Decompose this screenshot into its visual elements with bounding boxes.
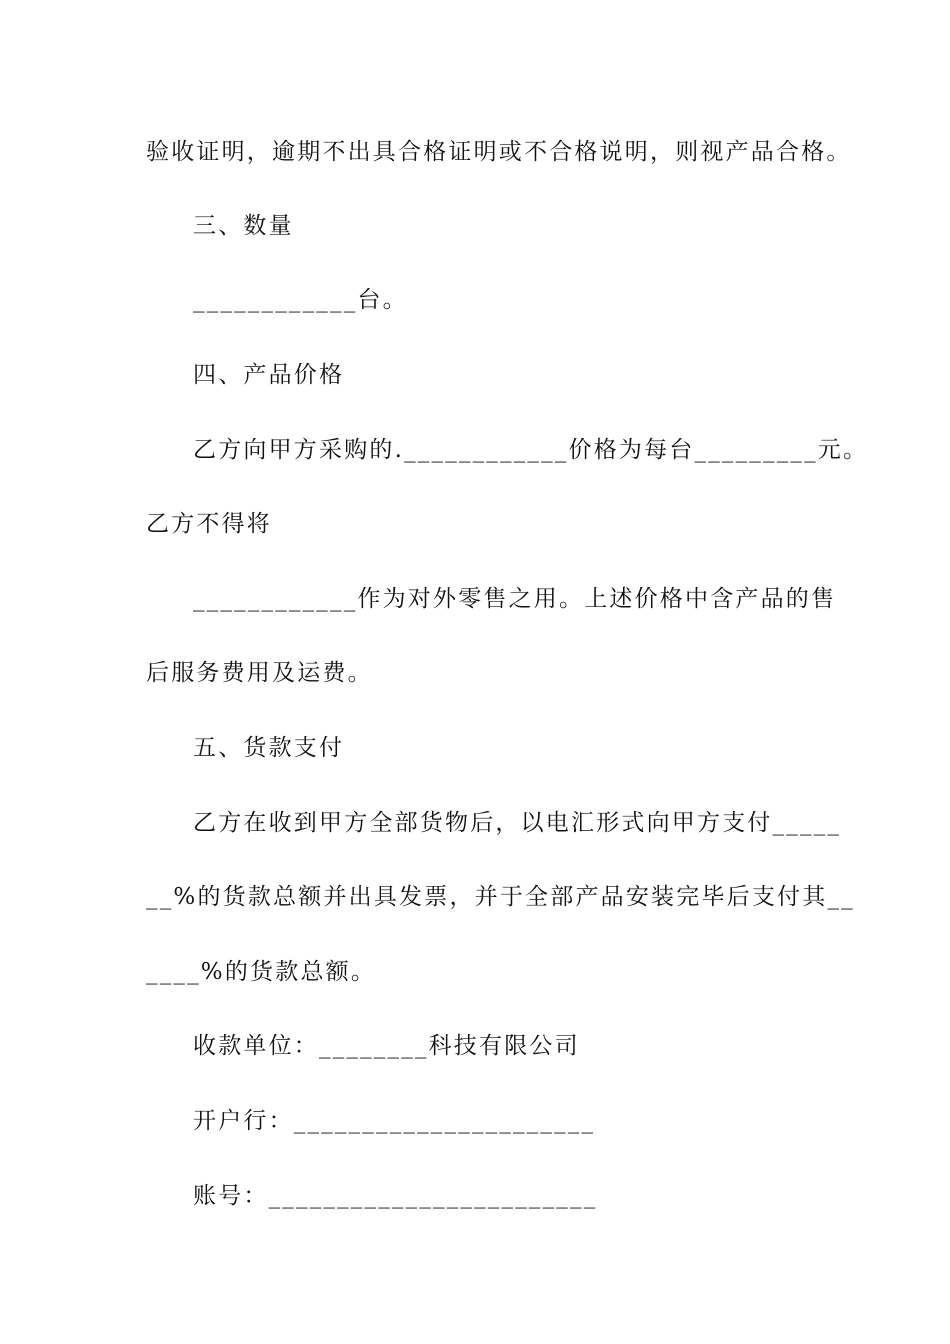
section-heading-price: 四、产品价格 [193, 362, 345, 388]
paragraph-price-per-unit: 乙方向甲方采购的.____________价格为每台_________元。 [193, 437, 869, 463]
paragraph-payment-terms-3: ____%的货款总额。 [146, 959, 377, 985]
paragraph-payment-terms-1: 乙方在收到甲方全部货物后，以电汇形式向甲方支付_____ [193, 810, 842, 836]
paragraph-service-fees: 后服务费用及运费。 [146, 660, 373, 686]
account-number-field: 账号：________________________ [193, 1183, 598, 1209]
bank-field: 开户行：______________________ [193, 1108, 596, 1134]
section-heading-quantity: 三、数量 [193, 213, 294, 239]
paragraph-acceptance-proof: 验收证明，逾期不出具合格证明或不合格说明，则视产品合格。 [146, 139, 852, 165]
section-heading-payment: 五、货款支付 [193, 735, 345, 761]
payee-field: 收款单位：________科技有限公司 [193, 1033, 580, 1059]
paragraph-retail-restriction: ____________作为对外零售之用。上述价格中含产品的售 [193, 586, 837, 612]
paragraph-payment-terms-2: __%的货款总额并出具发票，并于全部产品安装完毕后支付其__ [146, 884, 855, 910]
paragraph-quantity-units: ____________台。 [193, 287, 408, 313]
paragraph-retail-restriction-start: 乙方不得将 [146, 511, 272, 537]
